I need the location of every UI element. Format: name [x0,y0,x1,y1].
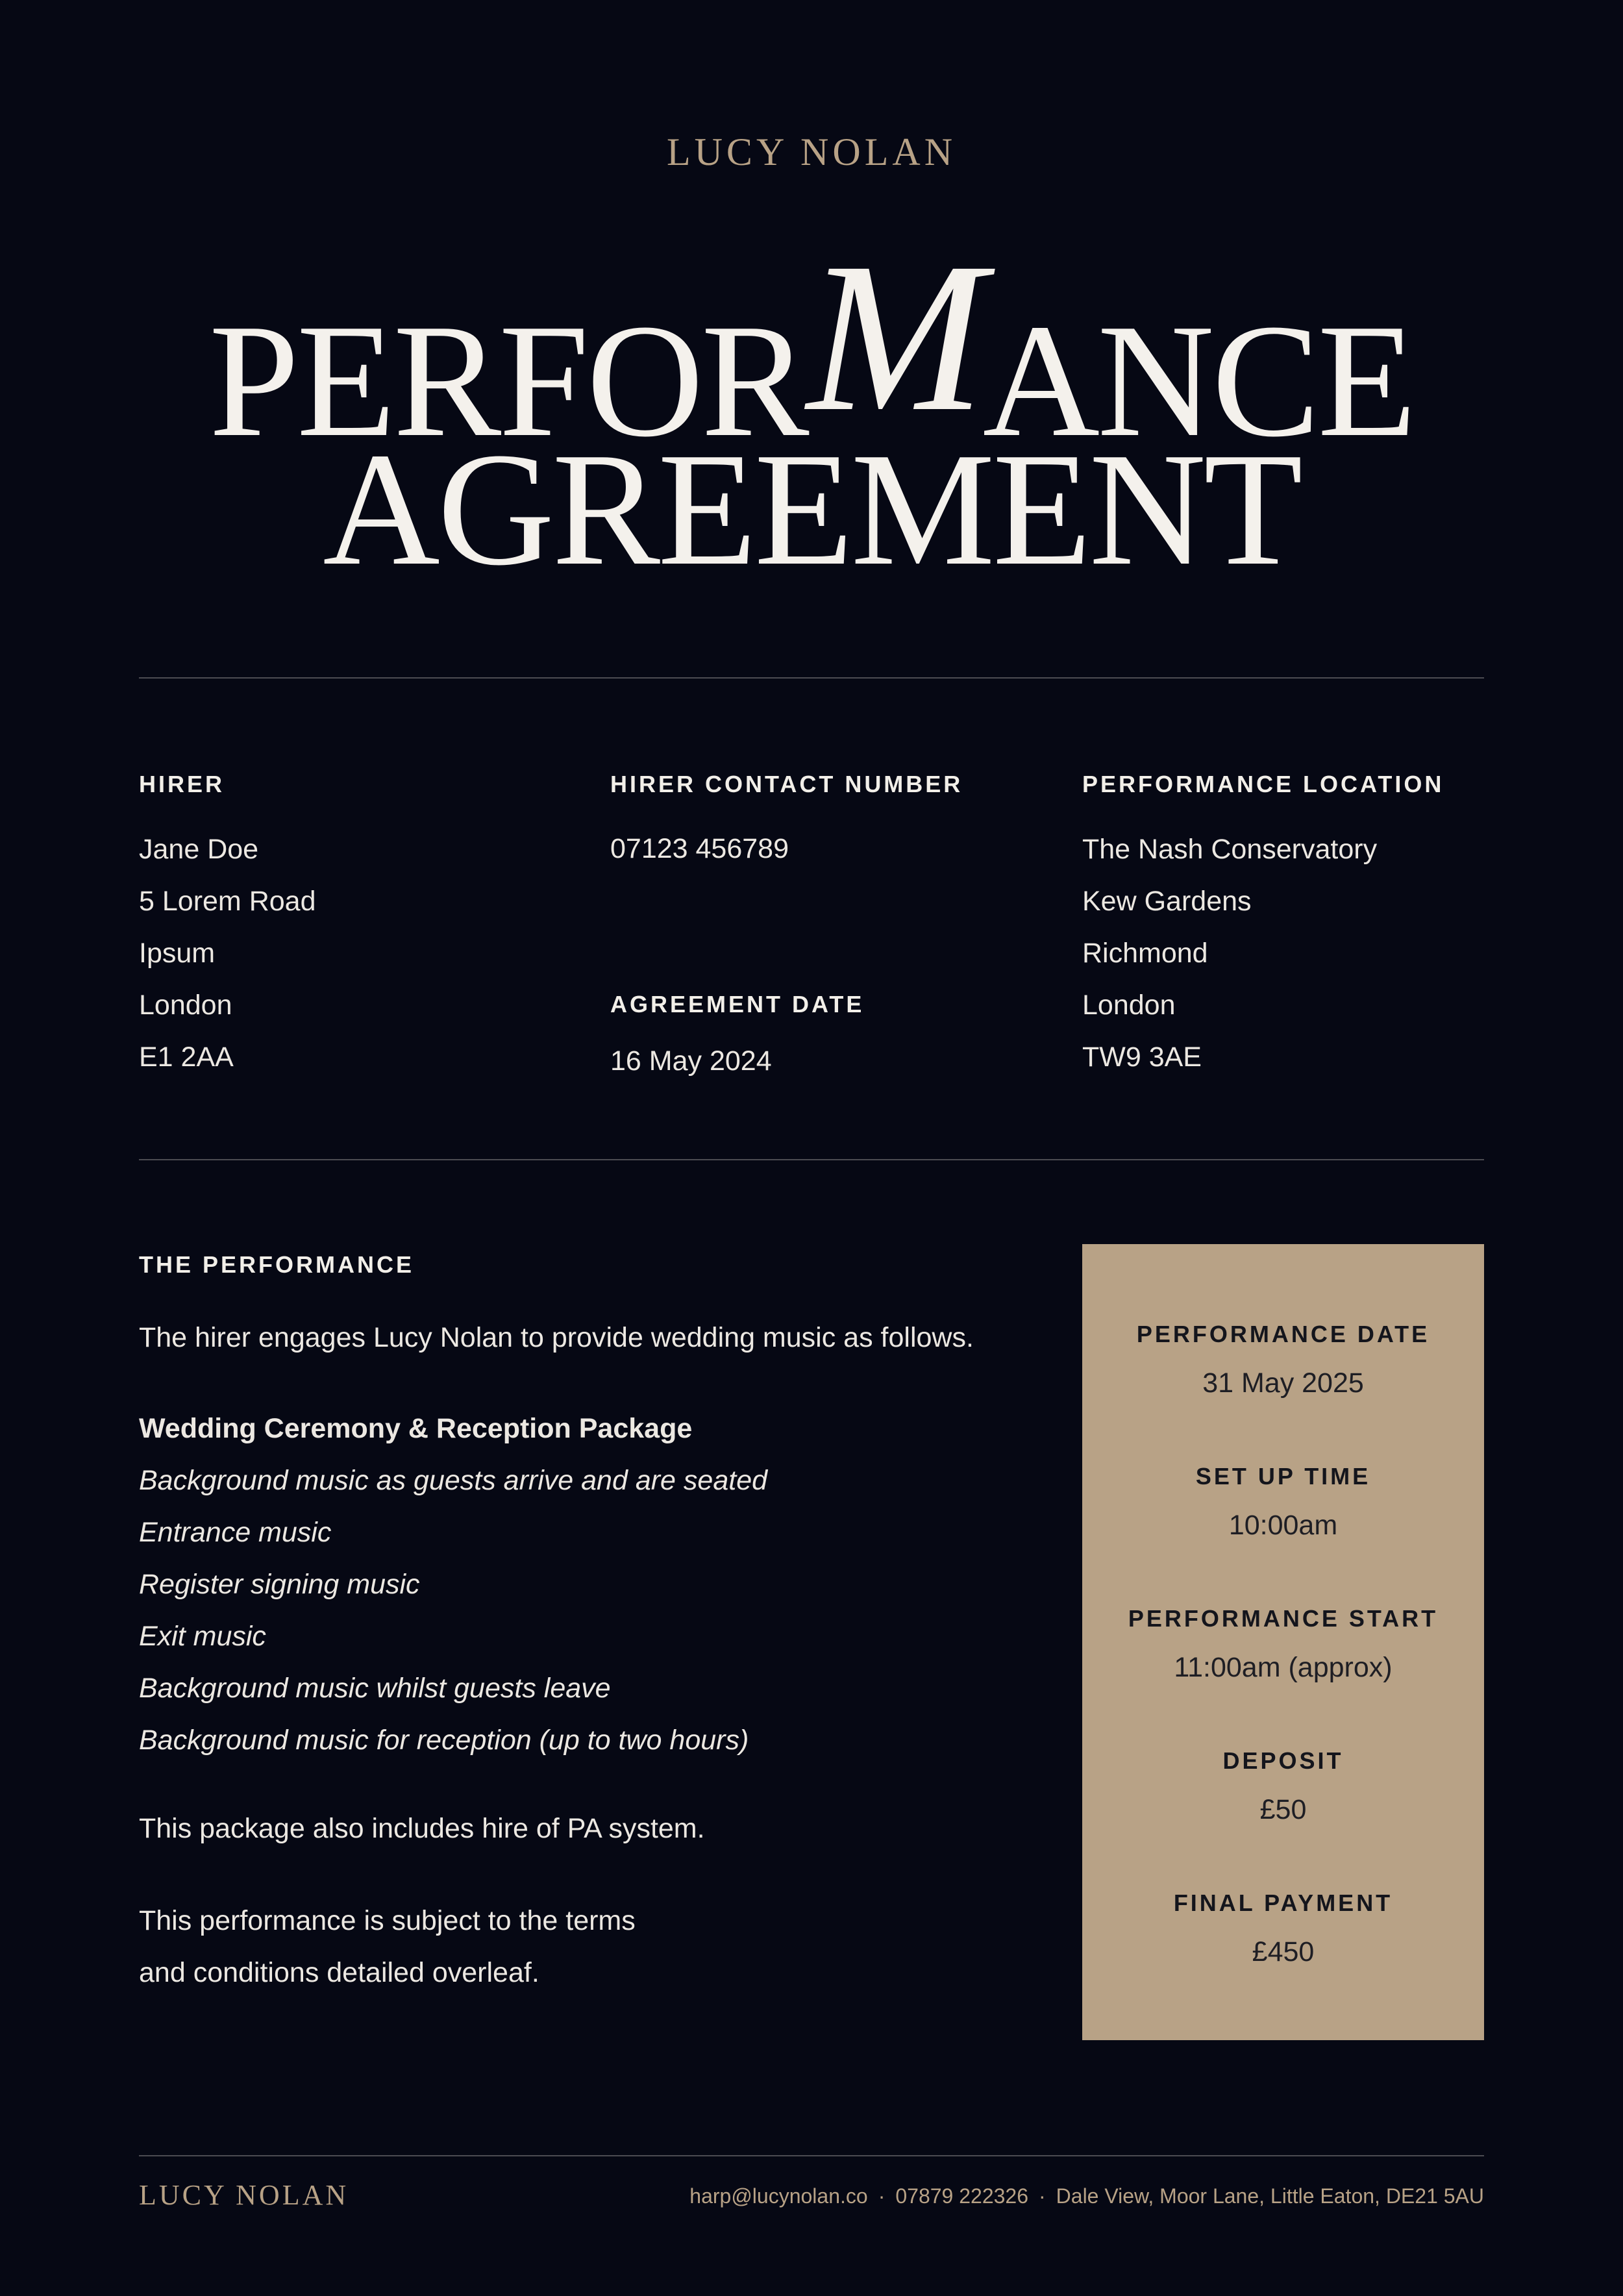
divider-footer [139,2155,1484,2156]
divider-top [139,677,1484,679]
hirer-label: HIRER [139,771,225,797]
package-item: Background music for reception (up to two hours) [139,1725,749,1756]
package-item: Exit music [139,1621,266,1652]
setup-time-value: 10:00am [1228,1510,1338,1541]
location-line: TW9 3AE [1082,1042,1202,1073]
footer-email: harp@lucynolan.co [689,2184,868,2208]
terms-line: and conditions detailed overleaf. [139,1957,539,1988]
performance-start-label: PERFORMANCE START [1128,1605,1439,1632]
deposit-label: DEPOSIT [1222,1747,1344,1774]
location-line: London [1082,990,1176,1021]
title-part-start: PERFOR [208,291,807,471]
hirer-address [139,823,316,1083]
divider-middle [139,1159,1484,1160]
hirer-line: 5 Lorem Road [139,886,316,917]
page-title-line-2: AGREEMENT [323,419,1300,599]
hirer-line: E1 2AA [139,1042,234,1073]
hirer-line: Jane Doe [139,834,259,865]
title-flourish-letter: M [806,219,983,456]
performance-label: THE PERFORMANCE [139,1251,415,1278]
performance-start-value: 11:00am (approx) [1174,1652,1393,1683]
location-line: The Nash Conservatory [1082,834,1378,865]
brand-logo-top: LUCY NOLAN [666,131,957,173]
footer-separator: · [878,2184,886,2208]
details-panel [1082,1244,1484,2040]
hirer-line: London [139,990,232,1021]
location-address [1082,823,1377,1083]
footer-separator: · [1039,2184,1046,2208]
package-list [139,1403,767,1766]
location-line: Kew Gardens [1082,886,1252,917]
location-label: PERFORMANCE LOCATION [1082,771,1444,797]
footer-address: Dale View, Moor Lane, Little Eaton, DE21 5AU [1056,2184,1484,2208]
final-payment-value: £450 [1252,1936,1315,1967]
location-line: Richmond [1082,938,1208,969]
performance-date-label: PERFORMANCE DATE [1136,1321,1430,1347]
footer-contact [689,2184,1484,2208]
terms-line: This performance is subject to the terms [139,1905,636,1936]
brand-logo-footer: LUCY NOLAN [139,2179,349,2211]
package-item: Background music whilst guests leave [139,1673,611,1704]
contact-value: 07123 456789 [610,833,789,864]
contact-label: HIRER CONTACT NUMBER [610,771,963,797]
title-part-end: ANCE [982,291,1415,471]
final-payment-label: FINAL PAYMENT [1173,1890,1393,1916]
setup-time-label: SET UP TIME [1195,1463,1371,1490]
hirer-line: Ipsum [139,938,216,969]
agreement-date-label: AGREEMENT DATE [610,991,865,1017]
performance-date-value: 31 May 2025 [1202,1367,1364,1399]
package-item: Background music as guests arrive and are seated [139,1465,768,1496]
agreement-date-value: 16 May 2024 [610,1045,772,1077]
pa-note: This package also includes hire of PA system. [139,1813,705,1844]
package-item: Entrance music [139,1517,332,1548]
package-item: Register signing music [139,1569,420,1600]
terms-note [139,1895,636,1999]
deposit-value: £50 [1259,1794,1307,1825]
performance-intro: The hirer engages Lucy Nolan to provide wedding music as follows. [139,1322,974,1353]
footer-phone: 07879 222326 [895,2184,1028,2208]
package-title: Wedding Ceremony & Reception Package [139,1413,693,1444]
